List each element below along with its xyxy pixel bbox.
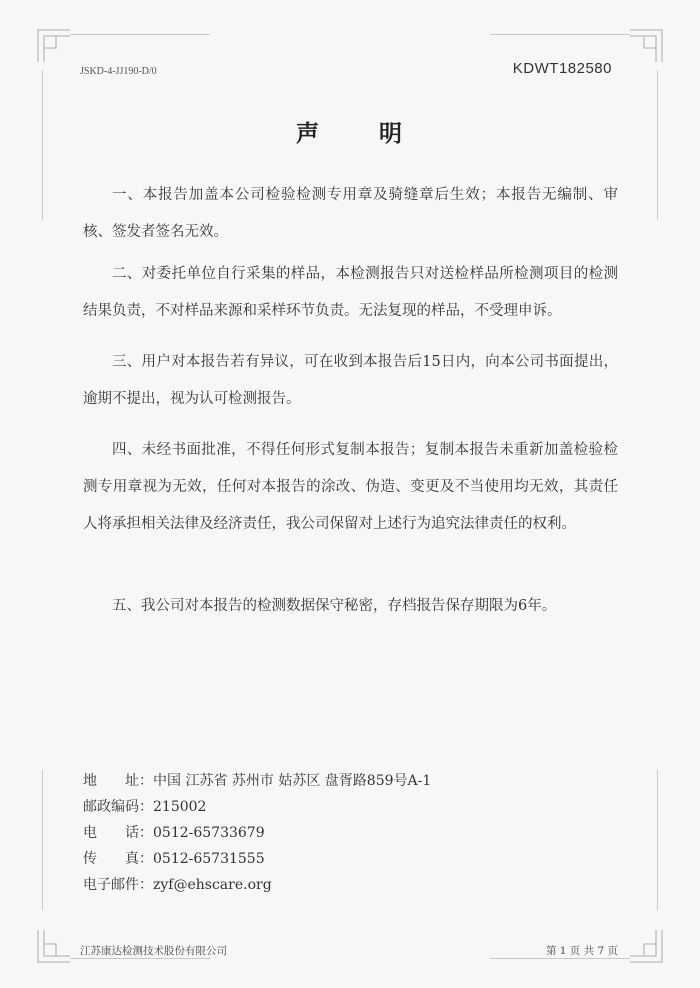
postcode-label: 邮政编码： (83, 799, 153, 815)
form-code: JSKD-4-JJ190-D/0 (80, 66, 157, 77)
frame-top-left-line (70, 34, 210, 35)
contact-info (83, 768, 583, 898)
fax-value: 0512-65731555 (153, 851, 265, 867)
postcode-row (83, 794, 583, 820)
statement-paragraph-3: 三、用户对本报告若有异议，可在收到本报告后15日内，向本公司书面提出，逾期不提出，视为认可检测报告。 (83, 354, 618, 407)
email-value: zyf@ehscare.org (153, 877, 272, 893)
corner-ornament-bottom-left (36, 928, 72, 964)
frame-right-bottom-line (657, 770, 658, 910)
phone-value: 0512-65733679 (153, 825, 265, 841)
phone-row (83, 820, 583, 846)
statement-paragraph-4: 四、未经书面批准，不得任何形式复制本报告；复制本报告未重新加盖检验检测专用章视为无效，任何对本报告的涂改、伪造、变更及不当使用均无效，其责任人将承担相关法律及经济责任，我公司保留对上述行为追究法律责任的权利。 (83, 442, 618, 532)
footer-page-number: 第 1 页 共 7 页 (545, 945, 618, 957)
address-row (83, 768, 583, 794)
report-number: KDWT182580 (512, 60, 612, 77)
corner-ornament-top-left (36, 28, 72, 64)
corner-ornament-bottom-right (628, 928, 664, 964)
frame-bottom-right-line (490, 958, 630, 959)
footer-company: 江苏康达检测技术股份有限公司 (80, 945, 227, 957)
email-label: 电子邮件： (83, 877, 153, 893)
frame-top-right-line (490, 34, 630, 35)
statement-paragraph-2: 二、对委托单位自行采集的样品，本检测报告只对送检样品所检测项目的检测结果负责，不对样品来源和采样环节负责。无法复现的样品，不受理申诉。 (83, 266, 618, 319)
fax-label: 传 真： (83, 851, 153, 867)
fax-row (83, 846, 583, 872)
address-label: 地 址： (83, 773, 153, 789)
email-row (83, 872, 583, 898)
frame-left-bottom-line (42, 770, 43, 910)
frame-bottom-left-line (70, 958, 210, 959)
corner-ornament-top-right (628, 28, 664, 64)
title-char-2: 明 (379, 120, 404, 147)
statement-paragraph-1: 一、本报告加盖本公司检验检测专用章及骑缝章后生效；本报告无编制、审核、签发者签名无效。 (83, 187, 618, 240)
address-value: 中国 江苏省 苏州市 姑苏区 盘胥路859号A-1 (153, 773, 432, 789)
statement-paragraph-5: 五、我公司对本报告的检测数据保守秘密，存档报告保存期限为6年。 (112, 598, 557, 614)
title-char-1: 声 (296, 120, 321, 147)
phone-label: 电 话： (83, 825, 153, 841)
postcode-value: 215002 (153, 799, 207, 815)
page-title (0, 115, 700, 148)
